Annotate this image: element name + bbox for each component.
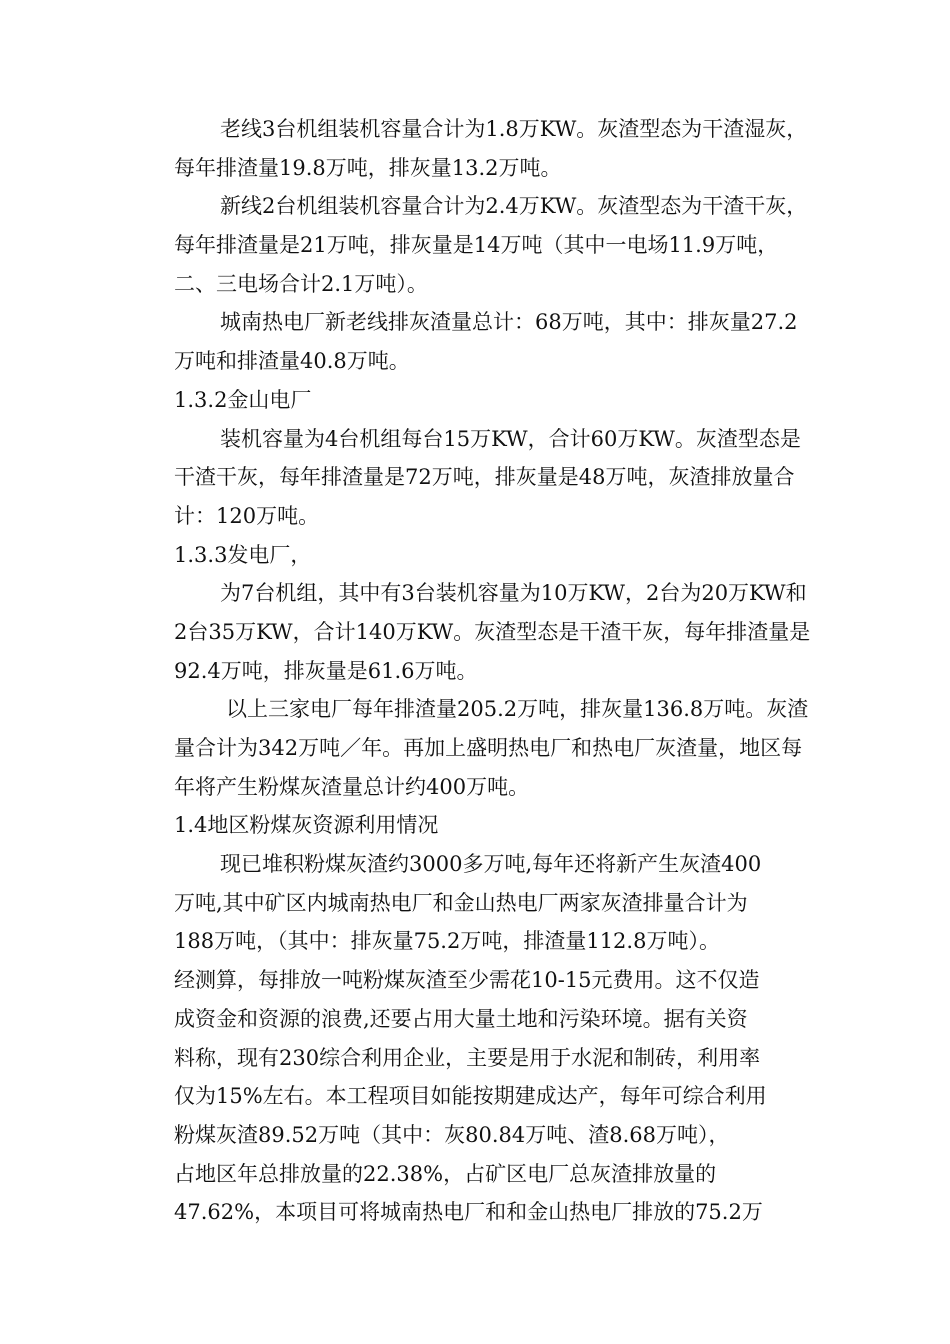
- paragraph-line: 2台35万KW，合计140万KW。灰渣型态是干渣干灰，每年排渣量是: [174, 619, 811, 644]
- paragraph-line: 粉煤灰渣89.52万吨（其中：灰80.84万吨、渣8.68万吨），: [174, 1122, 730, 1147]
- paragraph-line: 仅为15%左右。本工程项目如能按期建成达产，每年可综合利用: [174, 1084, 767, 1109]
- paragraph-line: 年将产生粉煤灰渣量总计约400万吨。: [174, 774, 530, 799]
- section-heading-1-3-3: 1.3.3发电厂，: [174, 542, 312, 567]
- paragraph-line: 万吨和排渣量40.8万吨。: [174, 349, 410, 374]
- paragraph-line: 料称，现有230综合利用企业，主要是用于水泥和制砖，利用率: [174, 1045, 761, 1070]
- paragraph-line: 92.4万吨，排灰量是61.6万吨。: [174, 658, 478, 683]
- section-heading-1-4: 1.4地区粉煤灰资源利用情况: [174, 813, 439, 838]
- paragraph-line: 量合计为342万吨／年。再加上盛明热电厂和热电厂灰渣量，地区每: [174, 736, 803, 760]
- paragraph-line: 装机容量为4台机组每台15万KW，合计60万KW。灰渣型态是: [220, 426, 801, 451]
- paragraph-line: 计：120万吨。: [174, 503, 320, 528]
- paragraph-line: 干渣干灰，每年排渣量是72万吨，排灰量是48万吨，灰渣排放量合: [174, 465, 795, 490]
- paragraph-line: 占地区年总排放量的22.38%，占矿区电厂总灰渣排放量的: [174, 1161, 717, 1186]
- paragraph-line: 二、三电场合计2.1万吨）。: [174, 271, 428, 296]
- paragraph-line: 为7台机组，其中有3台装机容量为10万KW，2台为20万KW和: [220, 581, 807, 606]
- section-heading-1-3-2: 1.3.2金山电厂: [174, 387, 312, 412]
- paragraph-line: 每年排渣量是21万吨，排灰量是14万吨（其中一电场11.9万吨，: [174, 233, 779, 258]
- paragraph-line: 以上三家电厂每年排渣量205.2万吨，排灰量136.8万吨。灰渣: [226, 697, 809, 722]
- paragraph-line: 新线2台机组装机容量合计为2.4万KW。灰渣型态为干渣干灰，: [220, 194, 808, 219]
- paragraph-line: 经测算，每排放一吨粉煤灰渣至少需花10-15元费用。这不仅造: [174, 968, 760, 993]
- paragraph-line: 城南热电厂新老线排灰渣量总计：68万吨，其中：排灰量27.2: [220, 310, 798, 335]
- paragraph-line: 188万吨，（其中：排灰量75.2万吨，排渣量112.8万吨）。: [174, 929, 720, 954]
- paragraph-line: 万吨,其中矿区内城南热电厂和金山热电厂两家灰渣排量合计为: [174, 890, 748, 915]
- paragraph-line: 成资金和资源的浪费,还要占用大量土地和污染环境。据有关资: [174, 1006, 748, 1031]
- paragraph-line: 每年排渣量19.8万吨，排灰量13.2万吨。: [174, 155, 562, 180]
- paragraph-line: 现已堆积粉煤灰渣约3000多万吨,每年还将新产生灰渣400: [220, 852, 762, 877]
- paragraph-line: 老线3台机组装机容量合计为1.8万KW。灰渣型态为干渣湿灰，: [220, 117, 808, 141]
- document-body: [174, 110, 844, 1232]
- paragraph-line: 47.62%，本项目可将城南热电厂和和金山热电厂排放的75.2万: [174, 1200, 763, 1225]
